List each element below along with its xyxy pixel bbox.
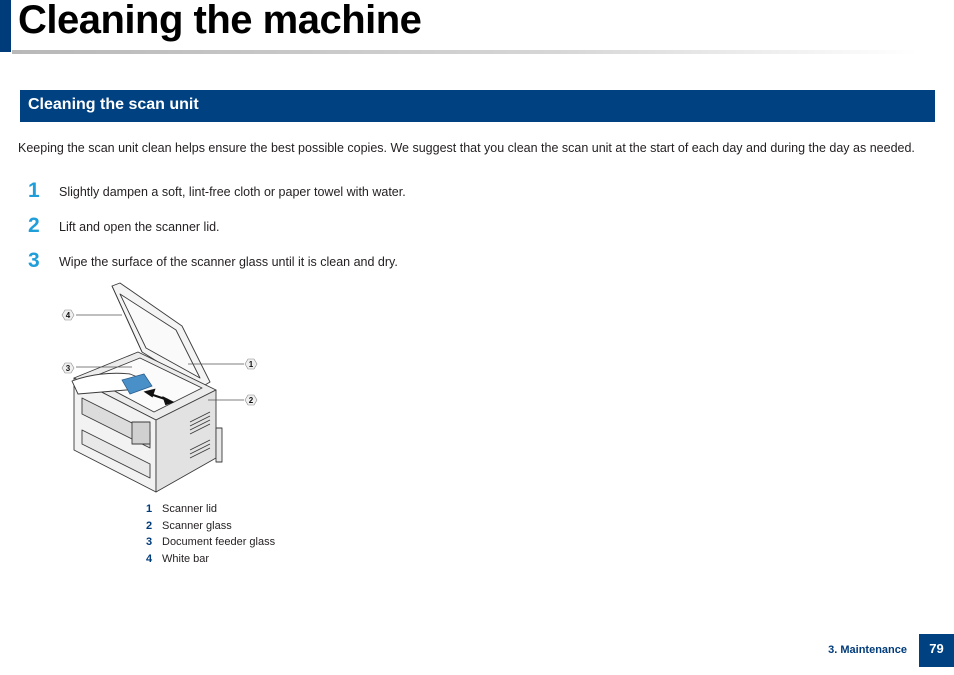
legend-label: Document feeder glass <box>162 536 276 548</box>
footer-chapter: 3. Maintenance <box>828 644 907 656</box>
callout-label: 2 <box>248 396 254 405</box>
page-number: 79 <box>919 634 954 667</box>
legend-number: 4 <box>146 552 153 565</box>
title-rule <box>12 50 917 54</box>
legend-number: 1 <box>146 503 153 515</box>
callout-1 <box>245 359 257 369</box>
legend-item <box>146 553 275 570</box>
title-accent-bar <box>0 0 11 52</box>
step-number: 3 <box>28 249 40 272</box>
legend-item <box>146 503 275 520</box>
section-header <box>20 90 935 122</box>
step-number: 2 <box>28 214 40 237</box>
step-text: Slightly dampen a soft, lint-free cloth or paper towel with water. <box>59 185 406 199</box>
page-title: Cleaning the machine <box>18 0 422 42</box>
callout-2 <box>245 395 257 405</box>
callout-3 <box>62 363 74 373</box>
figure-legend <box>146 503 275 569</box>
callout-4 <box>62 310 74 320</box>
legend-label: Scanner glass <box>162 519 232 532</box>
step-number: 1 <box>28 179 40 202</box>
legend-label: Scanner lid <box>162 503 218 515</box>
callout-label: 1 <box>248 360 254 369</box>
legend-label: White bar <box>162 552 210 565</box>
legend-number: 2 <box>146 519 153 532</box>
callout-label: 4 <box>65 311 71 320</box>
callout-label: 3 <box>65 364 71 373</box>
step-text: Lift and open the scanner lid. <box>59 220 220 234</box>
section-heading: Cleaning the scan unit <box>28 96 199 113</box>
legend-item <box>146 536 275 553</box>
legend-item <box>146 520 275 537</box>
scanner-illustration <box>60 282 275 497</box>
legend-number: 3 <box>146 536 153 548</box>
intro-paragraph: Keeping the scan unit clean helps ensure the best possible copies. We suggest that you clean the scan unit at the start of each day and during the day as needed. <box>18 141 915 155</box>
step-text: Wipe the surface of the scanner glass until it is clean and dry. <box>59 255 398 269</box>
